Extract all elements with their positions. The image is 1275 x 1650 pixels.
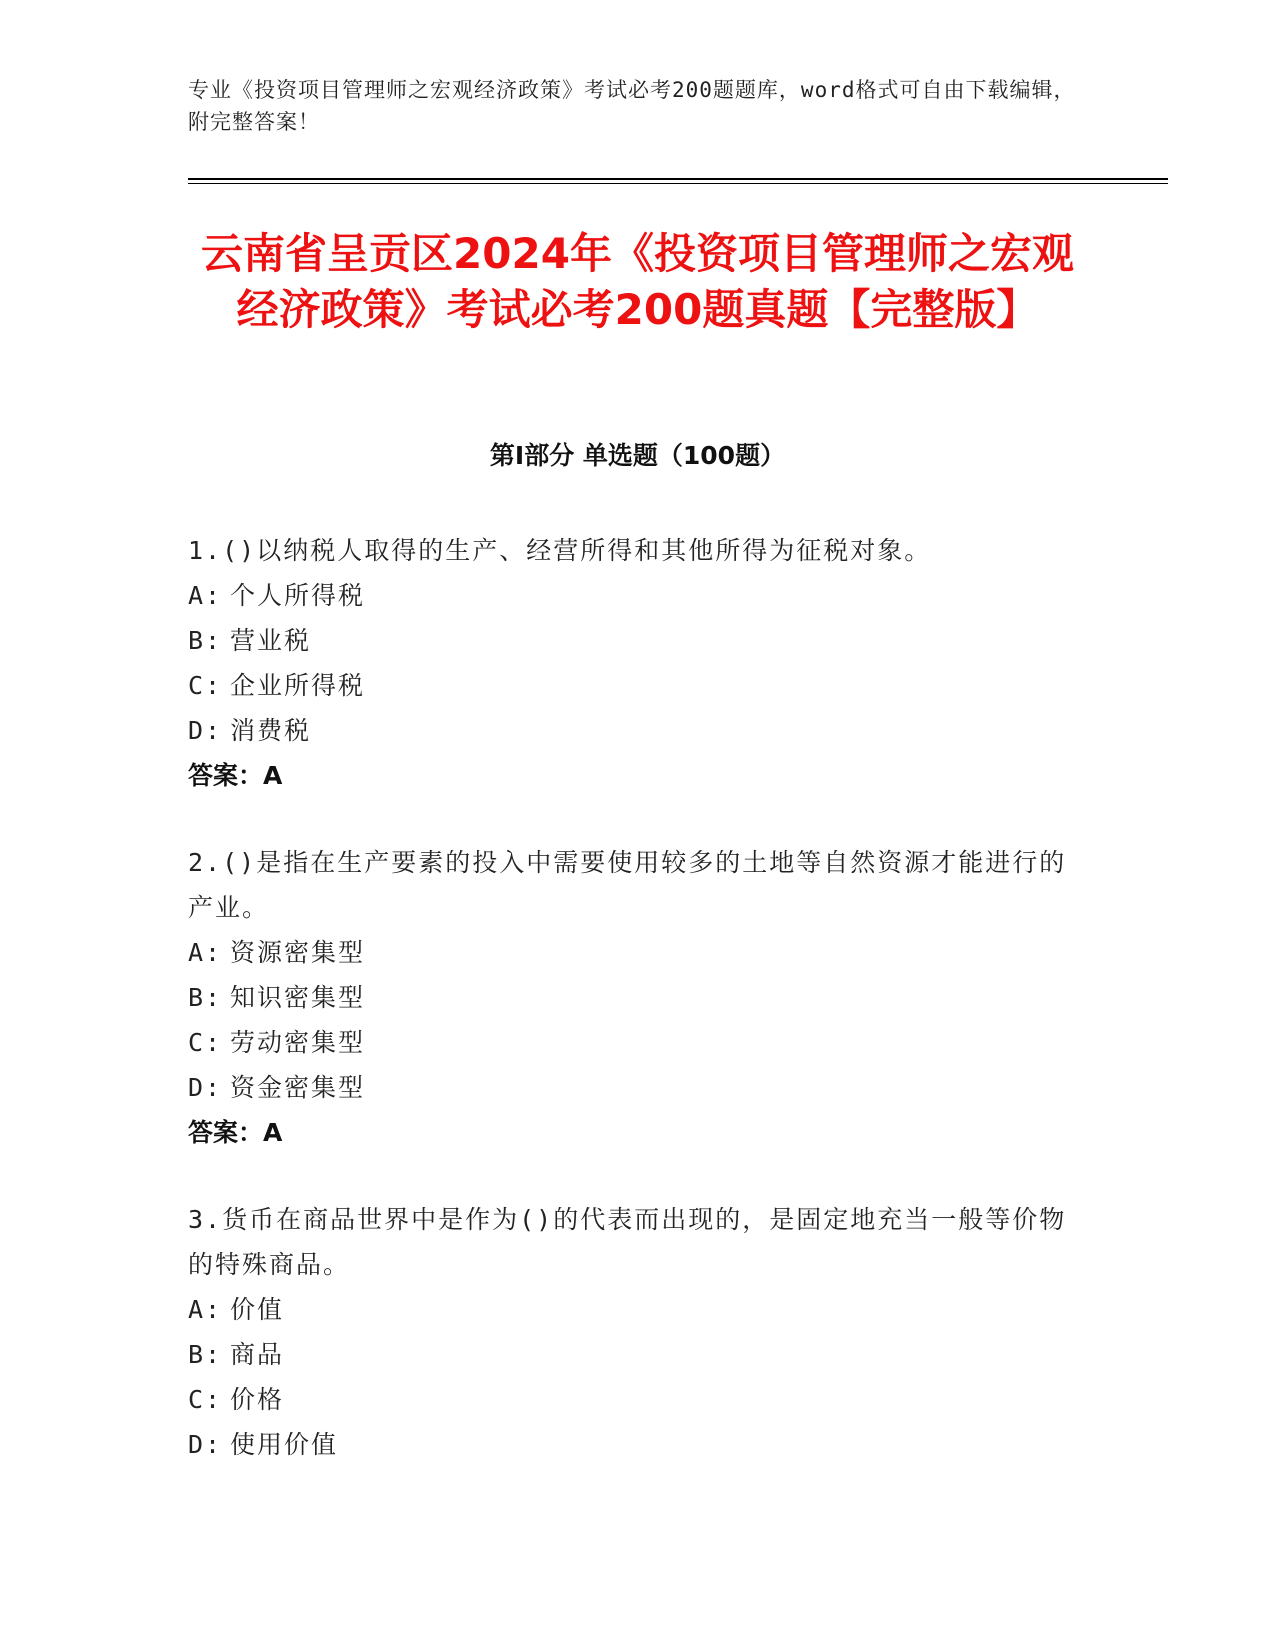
page-title: 云南省呈贡区2024年《投资项目管理师之宏观经济政策》考试必考200题真题【完整版】 — [201, 229, 1074, 334]
header-divider-thick — [188, 178, 1168, 180]
option-text: 资金密集型 — [230, 1073, 366, 1102]
option-b — [188, 1332, 1068, 1377]
option-text: 劳动密集型 — [230, 1028, 366, 1057]
option-text: 知识密集型 — [230, 983, 366, 1012]
option-text: 企业所得税 — [230, 671, 366, 700]
option-d — [188, 708, 1068, 753]
option-text: 营业税 — [230, 626, 312, 655]
option-text: 资源密集型 — [230, 938, 366, 967]
answer-line: 答案：A — [188, 761, 283, 790]
option-text: 价值 — [230, 1295, 285, 1324]
question-item — [188, 840, 1068, 1155]
option-text: 使用价值 — [230, 1430, 339, 1459]
option-key: B: — [188, 626, 223, 655]
option-d — [188, 1065, 1068, 1110]
option-c — [188, 1377, 1068, 1422]
option-key: A: — [188, 1295, 223, 1324]
header-note: 专业《投资项目管理师之宏观经济政策》考试必考200题题库，word格式可自由下载编辑，附完整答案！ — [188, 78, 1076, 134]
option-key: B: — [188, 983, 223, 1012]
option-key: C: — [188, 671, 223, 700]
option-key: C: — [188, 1385, 223, 1414]
option-key: A: — [188, 938, 223, 967]
option-text: 价格 — [230, 1385, 285, 1414]
option-text: 个人所得税 — [230, 581, 366, 610]
question-stem: 3.货币在商品世界中是作为()的代表而出现的，是固定地充当一般等价物的特殊商品。 — [188, 1205, 1067, 1279]
question-item — [188, 528, 1068, 798]
option-a — [188, 1287, 1068, 1332]
option-key: C: — [188, 1028, 223, 1057]
option-a — [188, 930, 1068, 975]
option-text: 商品 — [230, 1340, 285, 1369]
option-b — [188, 618, 1068, 663]
option-key: B: — [188, 1340, 223, 1369]
question-item — [188, 1197, 1068, 1467]
header-divider-thin — [188, 183, 1168, 184]
option-c — [188, 663, 1068, 708]
option-c — [188, 1020, 1068, 1065]
option-d — [188, 1422, 1068, 1467]
question-list — [188, 528, 1068, 1509]
option-key: A: — [188, 581, 223, 610]
option-b — [188, 975, 1068, 1020]
question-stem: 1.()以纳税人取得的生产、经营所得和其他所得为征税对象。 — [188, 536, 932, 565]
option-a — [188, 573, 1068, 618]
option-text: 消费税 — [230, 716, 312, 745]
option-key: D: — [188, 1430, 223, 1459]
answer-line: 答案：A — [188, 1118, 283, 1147]
question-stem: 2.()是指在生产要素的投入中需要使用较多的土地等自然资源才能进行的产业。 — [188, 848, 1067, 922]
option-key: D: — [188, 716, 223, 745]
section-title: 第I部分 单选题（100题） — [489, 441, 786, 470]
option-key: D: — [188, 1073, 223, 1102]
